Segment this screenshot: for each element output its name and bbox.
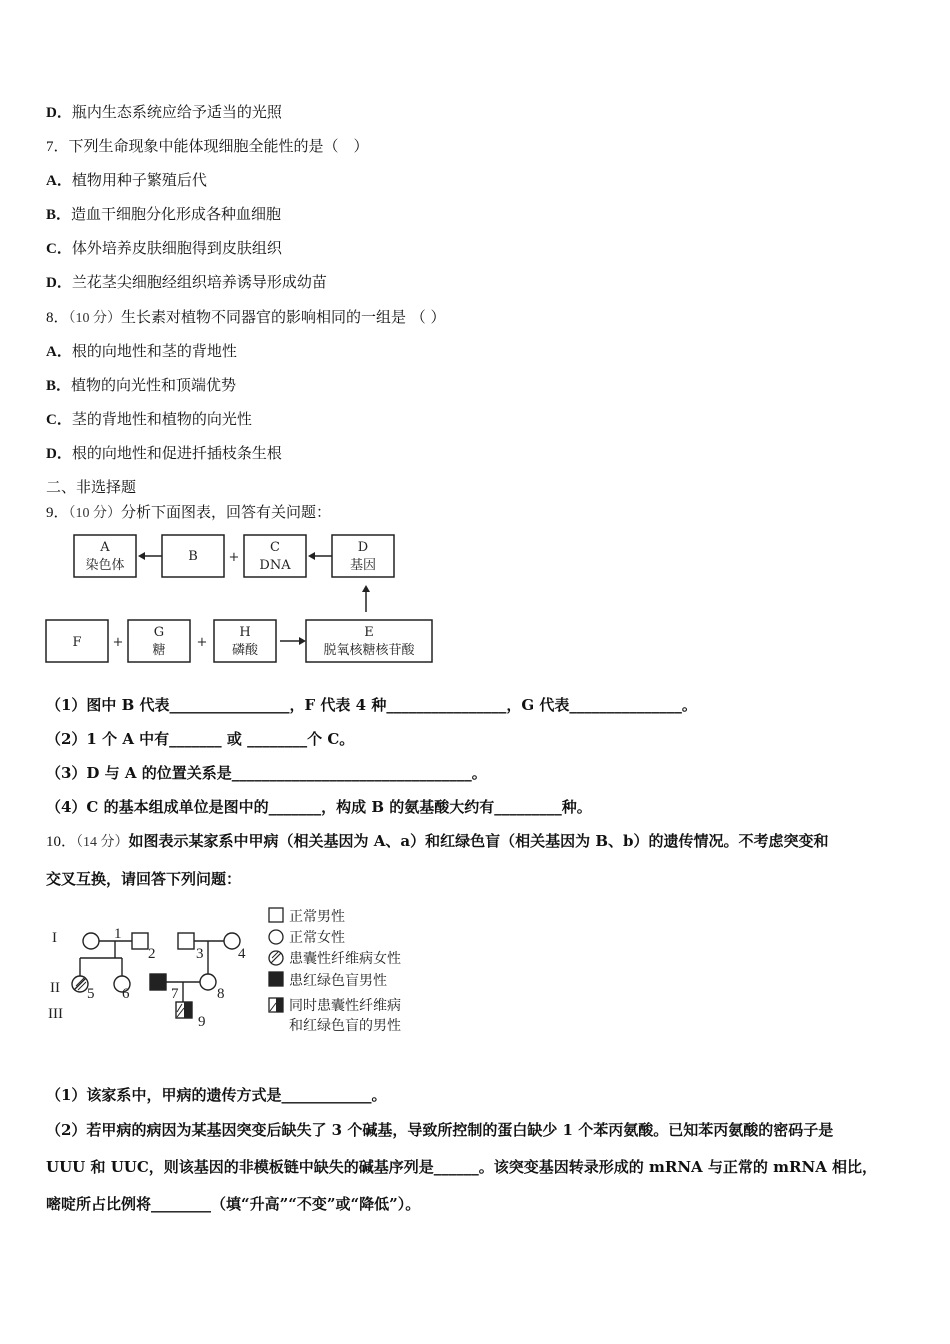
q10-stem [46,831,829,853]
legend-normal-female-icon [269,930,283,944]
section-title: 二、非选择题 [46,478,137,496]
q8-option-c [46,409,252,430]
q10-sub-2-cont: UUU 和 UUC，则该基因的非模板链中缺失的碱基序列是______。该突变基因转录形成的 mRNA 与正常的 mRNA 相比， [46,1158,878,1176]
box-d-letter: D [357,540,369,555]
question-number: 9． [46,505,69,521]
question-text: 生长素对植物不同器官的影响相同的一组是 （ ） [121,308,446,326]
box-a-letter: A [100,540,110,555]
individual-id: 9 [198,1014,206,1030]
question-number: 7． [46,139,69,155]
plus-sign: + [112,635,124,650]
box-b-letter: B [188,549,198,564]
box-d-label: 基因 [349,558,377,573]
option-letter: C． [46,241,72,257]
question-number: 10． [46,834,77,850]
generation-label: II [50,980,60,996]
question-text: 如图表示某家系中甲病（相关基因为 A、a）和红绿色盲（相关基因为 B、b）的遗传情况。不考虑突变和 [128,832,829,850]
individual-id: 6 [122,986,130,1002]
legend-colorblind-male-icon [269,972,283,986]
q9-sub-3: （3）D 与 A 的位置关系是________________________________。 [46,764,487,782]
q8-option-d [46,443,282,464]
q8-option-b [46,375,236,396]
q7-option-b [46,204,281,225]
q8-option-a [46,341,237,362]
legend-label: 和红绿色盲的男性 [289,1018,401,1034]
question-score: （14 分） [76,835,129,850]
option-letter: B． [46,378,72,394]
legend-label: 患红绿色盲男性 [289,973,387,989]
q8-stem [46,307,446,329]
question-text: 下列生命现象中能体现细胞全能性的是（ ） [68,137,369,155]
generation-label: III [48,1006,63,1022]
q6-option-d [46,102,282,123]
male-normal-2 [132,933,148,949]
legend-label: 患囊性纤维病女性 [289,951,401,967]
q10-sub-2-cont2: 嘧啶所占比例将________（填“升高”“不变”或“降低”）。 [46,1195,421,1213]
box-c-letter: C [270,540,280,555]
q10-pedigree-chart [40,900,440,1040]
box-h-label: 磷酸 [231,643,259,658]
q7-option-c [46,238,282,259]
question-score: （10 分） [68,311,122,326]
individual-id: 4 [238,946,246,962]
box-a-label: 染色体 [85,558,125,573]
individual-id: 2 [148,946,156,962]
option-letter: C． [46,412,72,428]
box-c-label: DNA [259,558,291,573]
option-text: 体外培养皮肤细胞得到皮肤组织 [71,239,282,257]
option-letter: A． [46,173,72,189]
option-letter: D． [46,275,72,291]
option-text: 造血干细胞分化形成各种血细胞 [71,205,282,223]
q9-sub-2: （2）1 个 A 中有_______ 或 ________个 C。 [46,730,355,748]
legend-normal-male-icon [269,908,283,922]
q9-sub-1: （1）图中 B 代表________________，F 代表 4 种________________，G 代表_______________。 [46,696,697,714]
box-g-label: 糖 [152,643,166,658]
option-text: 兰花茎尖细胞经组织培养诱导形成幼苗 [71,273,327,291]
option-text: 根的向地性和茎的背地性 [71,342,237,360]
q9-sub-4: （4）C 的基本组成单位是图中的_______，构成 B 的氨基酸大约有_________种。 [46,798,592,816]
box-e-letter: E [364,625,374,640]
male-normal-3 [178,933,194,949]
box-h-letter: H [239,625,251,640]
female-normal-1 [83,933,99,949]
option-letter: B． [46,207,72,223]
female-normal-8 [200,974,216,990]
option-text: 植物的向光性和顶端优势 [71,376,237,394]
individual-id: 8 [217,986,225,1002]
option-text: 瓶内生态系统应给予适当的光照 [71,103,282,121]
box-f-letter: F [72,635,82,650]
individual-id: 3 [196,946,204,962]
legend-label: 正常男性 [289,909,345,925]
legend-label: 同时患囊性纤维病 [289,998,401,1014]
q10-stem-line2: 交叉互换，请回答下列问题： [46,870,242,888]
q7-option-a [46,170,207,191]
option-text: 茎的背地性和植物的向光性 [71,410,252,428]
question-number: 8． [46,310,69,326]
plus-sign: + [196,635,208,650]
generation-label: I [52,930,57,946]
q10-sub-2: （2）若甲病的病因为某基因突变后缺失了 3 个碱基，导致所控制的蛋白缺少 1 个苯丙氨酸。已知苯丙氨酸的密码子是 [46,1121,834,1139]
question-text: 分析下面图表，回答有关问题： [121,503,332,521]
arrowhead-icon [299,637,306,645]
arrowhead-icon [362,585,370,592]
arrowhead-icon [308,552,315,560]
arrowhead-icon [138,552,145,560]
option-text: 根的向地性和促进扦插枝条生根 [71,444,282,462]
box-g-letter: G [153,625,165,640]
option-letter: D． [46,105,72,121]
individual-id: 7 [171,986,179,1002]
filled-half [276,998,283,1012]
option-letter: D． [46,446,72,462]
filled-half [184,1002,192,1018]
q10-sub-1: （1）该家系中，甲病的遗传方式是____________。 [46,1086,387,1104]
box-e-label: 脱氧核糖核苷酸 [323,643,415,658]
q9-stem [46,502,331,524]
legend-label: 正常女性 [289,930,345,946]
individual-id: 1 [114,926,122,942]
q7-stem [46,136,369,157]
q9-concept-diagram [44,530,436,668]
q7-option-d [46,272,327,293]
option-text: 植物用种子繁殖后代 [71,171,207,189]
plus-sign: + [228,550,240,565]
option-letter: A． [46,344,72,360]
individual-id: 5 [87,986,95,1002]
question-score: （10 分） [68,506,122,521]
male-colorblind-7 [150,974,166,990]
